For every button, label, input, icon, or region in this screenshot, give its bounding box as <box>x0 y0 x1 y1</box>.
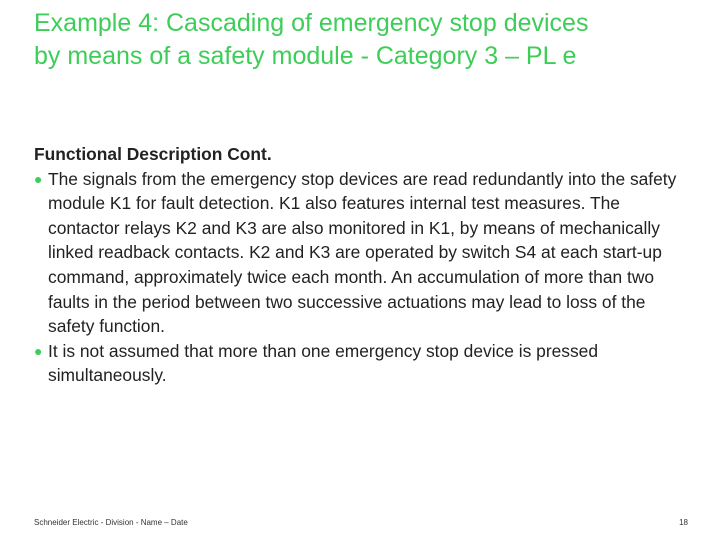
bullet-item-1 <box>34 167 694 339</box>
page-number: 18 <box>679 518 688 527</box>
bullet-item-2 <box>34 339 694 388</box>
slide-body <box>34 142 694 388</box>
slide-title <box>34 7 704 73</box>
bullet-dot-icon: ● <box>34 342 43 359</box>
bullet-dot-icon: ● <box>34 170 43 187</box>
bullet-text-2: It is not assumed that more than one emergency stop device is pressed simultaneously. <box>48 340 599 386</box>
title-line-1: Example 4: Cascading of emergency stop devices <box>34 9 589 37</box>
title-line-2: by means of a safety module - Category 3 – PL e <box>34 42 577 70</box>
bullet-text-1: The signals from the emergency stop devices are read redundantly into the safety module K1 for fault detection. K1 also features internal test measures. The contactor relays K2 and K3 are also monitored in K1, by means of mechanically linked readback contacts. K2 and K3 are operated by switch S4 at each start-up command, approximately twice each month. An accumulation of more than two faults in the period between two successive actuations may lead to loss of the safety function. <box>48 168 677 337</box>
footer-text: Schneider Electric - Division - Name – Date <box>34 518 188 527</box>
bullet-list <box>34 167 694 388</box>
section-subheading: Functional Description Cont. <box>34 144 272 164</box>
